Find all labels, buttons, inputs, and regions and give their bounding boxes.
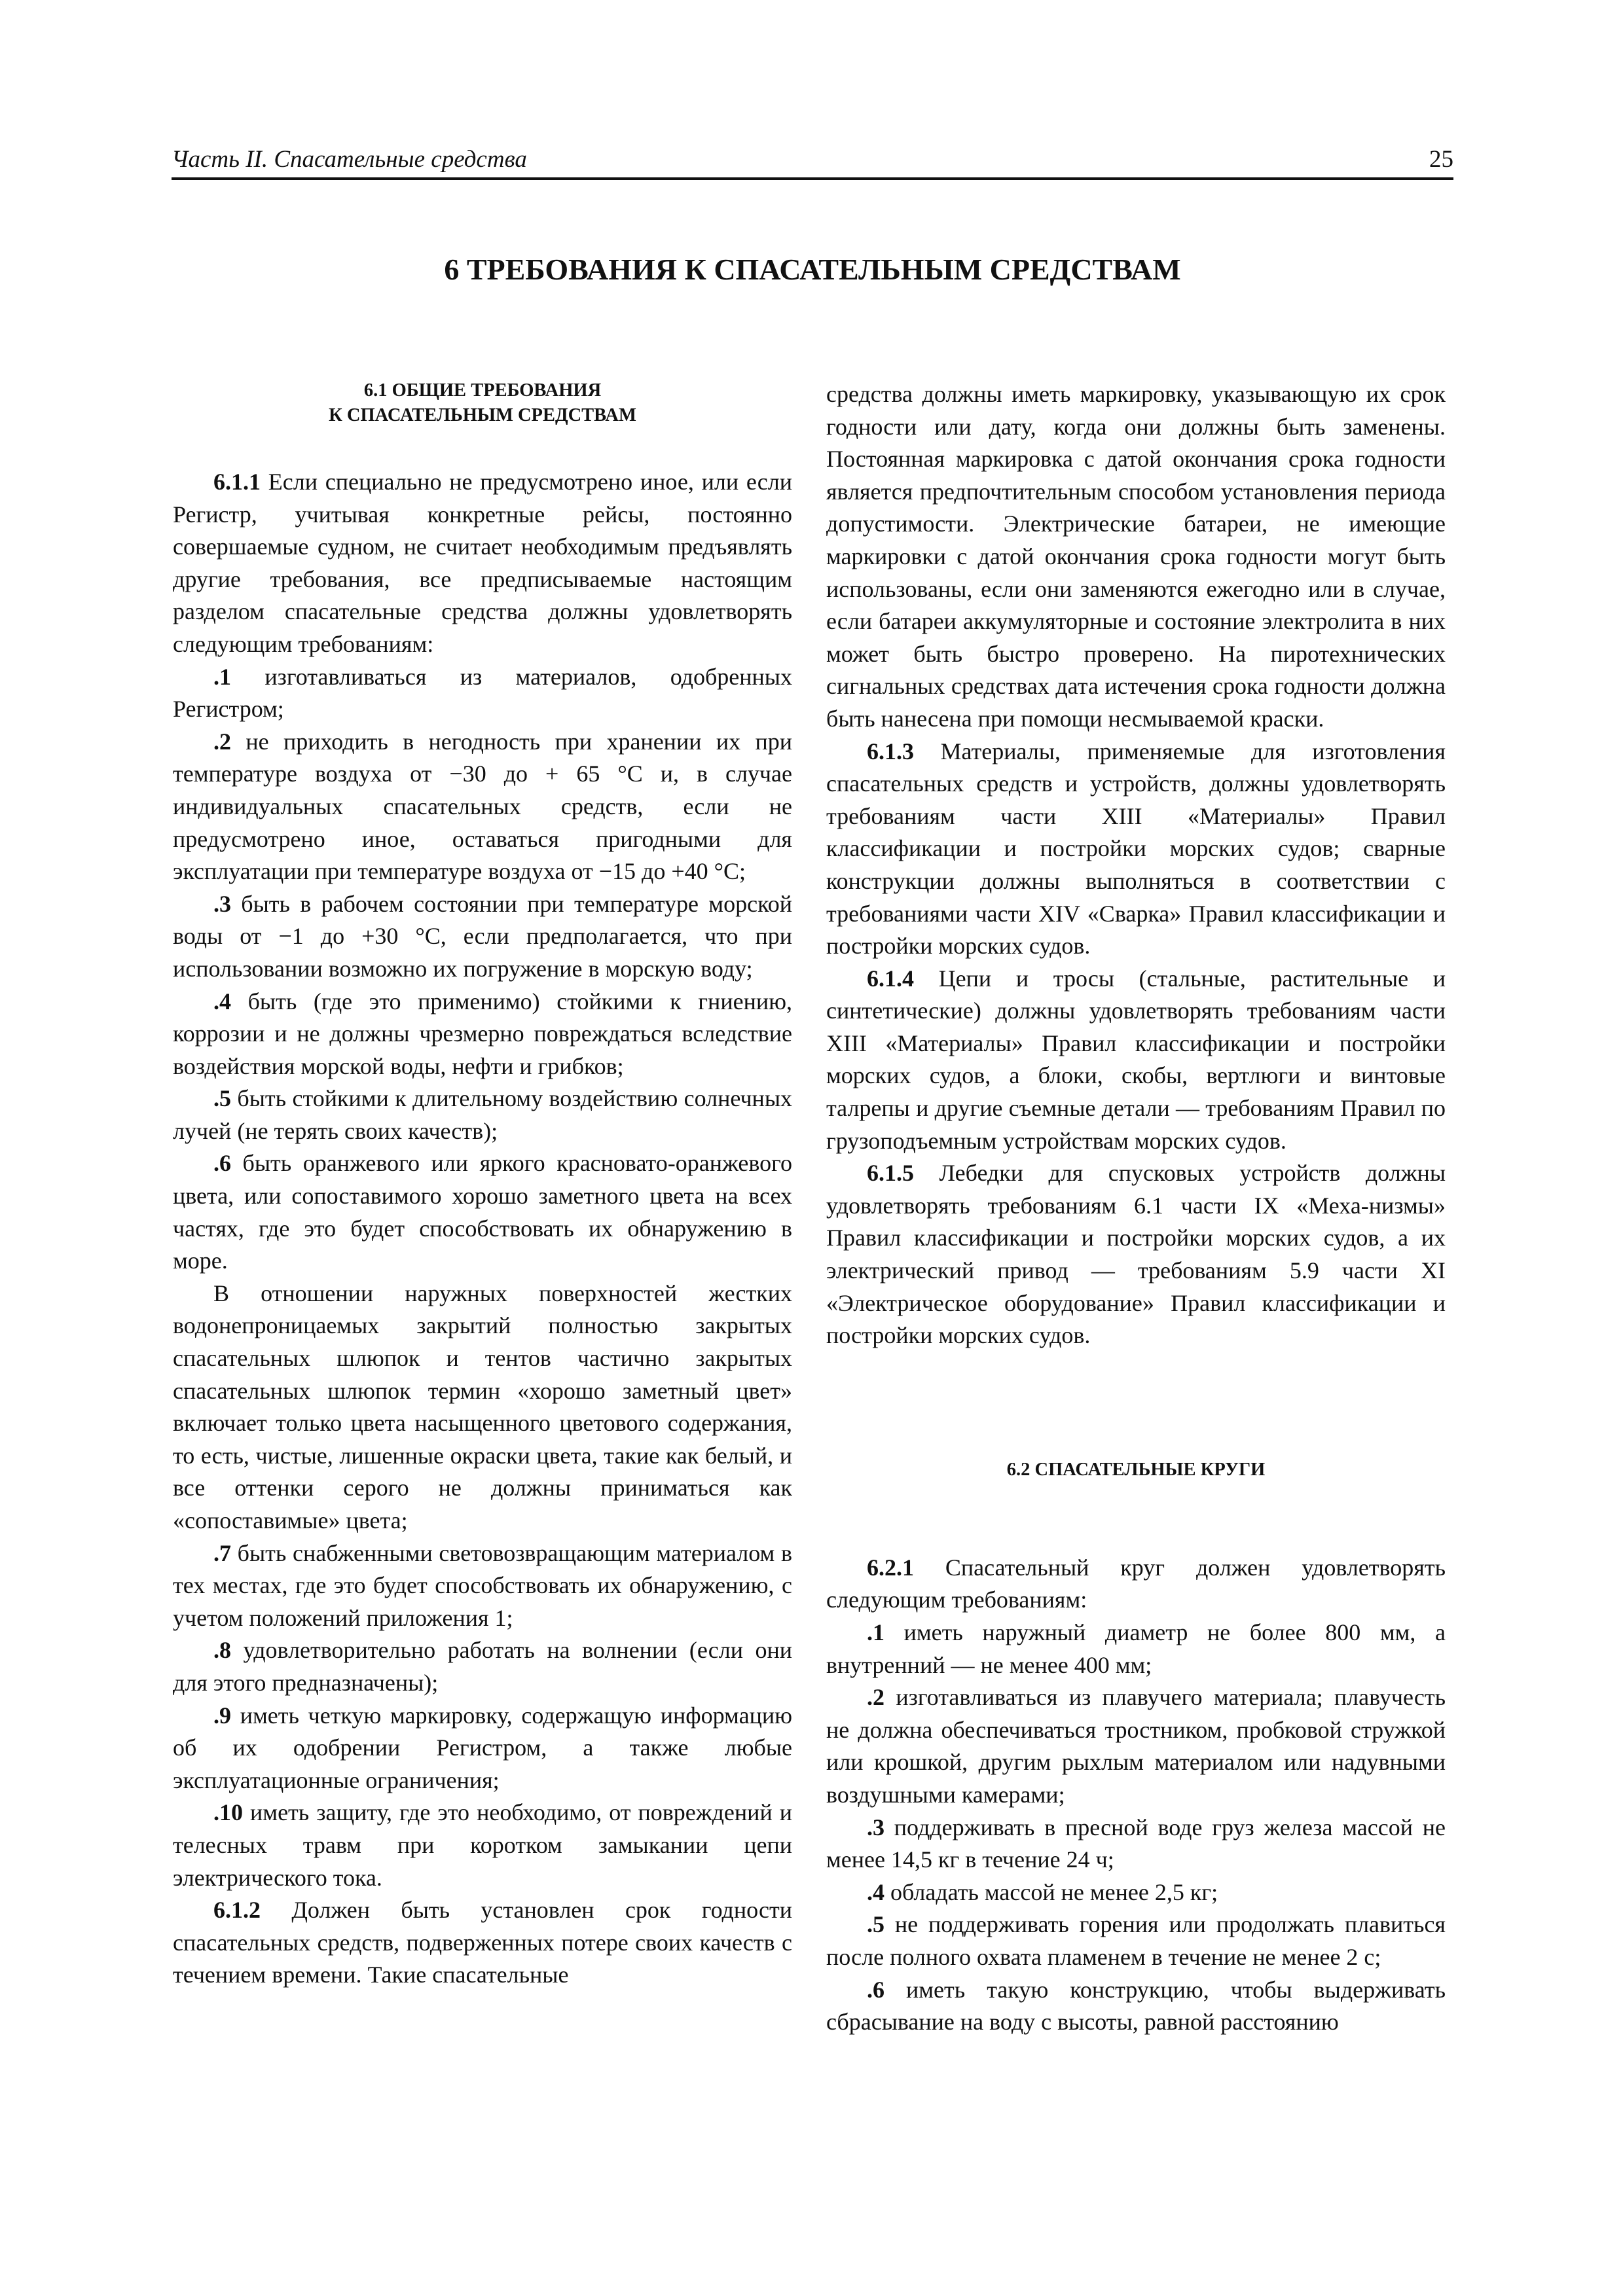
list-item — [173, 1797, 792, 1894]
clause-text: Цепи и тросы (стальные, растительные и синтетические) должны удовлетворять требованиям части XIII «Материалы» Правил классификации и постройки морских судов, а блоки, скобы, вертлюги и винтовые талрепы и другие съемные детали — требованиям Правил по грузоподъемным устройствам морских судов. — [826, 965, 1446, 1154]
item-text: не приходить в негодность при хранении их при температуре воздуха от −30 до + 65 °С и, в случае индивидуальных спасательных средств, если не предусмотрено иное, оставаться пригодными для эксплуатации при температуре воздуха от −15 до +40 °С; — [173, 728, 792, 885]
list-item — [826, 1812, 1446, 1876]
clause-text: Лебедки для спусковых устройств должны удовлетворять требованиям 6.1 части IX «Меха-низмы» Правил классификации и постройки морских судов, а их электрический привод — требованиям 5.9 части XI «Электрическое оборудование» Правил классификации и постройки морских судов. — [826, 1160, 1446, 1349]
item-text: быть в рабочем состоянии при температуре морской воды от −1 до +30 °С, если предполагается, что при использовании возможно их погружение в морскую воду; — [173, 890, 792, 982]
list-item — [173, 888, 792, 986]
item-number: .4 — [213, 988, 231, 1014]
clause-number: 6.1.5 — [867, 1160, 914, 1187]
clause-number: 6.1.4 — [867, 965, 914, 992]
item-text: иметь такую конструкцию, чтобы выдерживать сбрасывание на воду с высоты, равной расстоянию — [826, 1976, 1446, 2036]
item-number: .6 — [213, 1150, 231, 1177]
section-6-1-title — [173, 378, 792, 428]
item-text: иметь защиту, где это необходимо, от повреждений и телесных травм при коротком замыкании цепи электрического тока. — [173, 1799, 792, 1891]
clause-text: Если специально не предусмотрено иное, или если Регистр, учитывая конкретные рейсы, постоянно совершаемые судном, не считает необходимым предъявлять другие требования, все предписываемые настоящим разделом спасательные средства должны удовлетворять следующим требованиям: — [173, 469, 792, 657]
color-paragraph: В отношении наружных поверхностей жестких водонепроницаемых закрытий полностью закрытых спасательных шлюпок и тентов частично закрытых спасательных шлюпок термин «хорошо заметный цвет» включает только цвета насыщенного цветового содержания, то есть, чистые, лишенные окраски цвета, такие как белый, и все оттенки серого не должны приниматься как «сопоставимые» цвета; — [173, 1280, 792, 1534]
list-item — [826, 1909, 1446, 1973]
part-title: Часть II. Спасательные средства — [172, 146, 527, 173]
item-number: .8 — [213, 1637, 231, 1664]
item-number: .10 — [213, 1799, 243, 1826]
paragraph-6-1-3 — [826, 736, 1446, 963]
section-6-1-title-line2: К СПАСАТЕЛЬНЫМ СРЕДСТВАМ — [329, 405, 636, 425]
list-item — [173, 1537, 792, 1635]
item-text: иметь четкую маркировку, содержащую информацию об их одобрении Регистром, а также любые эксплуатационные ограничения; — [173, 1702, 792, 1793]
item-number: .6 — [867, 1976, 884, 2003]
list-item — [173, 1147, 792, 1277]
header-rule — [172, 177, 1453, 180]
item-text: быть (где это применимо) стойкими к гниению, коррозии и не должны чрезмерно повреждаться вследствие воздействия морской воды, нефти и грибков; — [173, 988, 792, 1079]
item-number: .3 — [213, 890, 231, 917]
list-item — [826, 1681, 1446, 1811]
item-text: быть снабженными световозвращающим материалом в тех местах, где это будет способствовать их обнаружению, с учетом положений приложения 1; — [173, 1539, 792, 1631]
item-text: не поддерживать горения или продолжать плавиться после полного охвата пламенем в течение не менее 2 с; — [826, 1911, 1446, 1970]
item-text: иметь наружный диаметр не более 800 мм, а внутренний — не менее 400 мм; — [826, 1619, 1446, 1678]
clause-text: Материалы, применяемые для изготовления спасательных средств и устройств, должны удовлетворять требованиям части XIII «Материалы» Правил классификации и постройки морских судов; сварные конструкции должны выполняться в соответствии с требованиями части XIV «Сварка» Правил классификации и постройки морских судов. — [826, 738, 1446, 960]
clause-number: 6.1.2 — [213, 1897, 261, 1924]
clause-number: 6.2.1 — [867, 1554, 914, 1581]
right-column — [826, 378, 1446, 2039]
section-6-2-title: 6.2 СПАСАТЕЛЬНЫЕ КРУГИ — [1006, 1459, 1266, 1480]
item-number: .1 — [867, 1619, 884, 1645]
item-number: .1 — [213, 663, 231, 690]
list-item — [173, 1083, 792, 1147]
item-number: .5 — [213, 1085, 231, 1112]
list-item — [173, 661, 792, 726]
list-item — [173, 726, 792, 888]
clause-text: Должен быть установлен срок годности спасательных средств, подверженных потере своих качеств с течением времени. Такие спасательные — [173, 1897, 792, 1988]
item-text: поддерживать в пресной воде груз железа массой не менее 14,5 кг в течение 24 ч; — [826, 1814, 1446, 1873]
paragraph-6-1-2-start — [173, 1894, 792, 1992]
chapter-title: 6 ТРЕБОВАНИЯ К СПАСАТЕЛЬНЫМ СРЕДСТВАМ — [444, 253, 1181, 286]
item-text: изготавливаться из плавучего материала; плавучесть не должна обеспечиваться тростником, пробковой стружкой или крошкой, другим рыхлым материалом или надувными воздушными камерами; — [826, 1684, 1446, 1808]
list-item — [826, 1617, 1446, 1681]
paragraph-6-1-1 — [173, 466, 792, 661]
item-text: изготавливаться из материалов, одобренных Регистром; — [173, 663, 792, 723]
paragraph-6-2-1 — [826, 1552, 1446, 1617]
clause-text: Спасательный круг должен удовлетворять следующим требованиям: — [826, 1554, 1446, 1613]
item-text: быть стойкими к длительному воздействию солнечных лучей (не терять своих качеств); — [173, 1085, 792, 1144]
item-text: удовлетворительно работать на волнении (если они для этого предназначены); — [173, 1637, 792, 1696]
list-item — [826, 1876, 1446, 1909]
list-item — [173, 986, 792, 1083]
list-item — [173, 1634, 792, 1699]
item-text: быть оранжевого или яркого красновато-оранжевого цвета, или сопоставимого хорошо заметного цвета на всех частях, где это будет способствовать их обнаружению в море. — [173, 1150, 792, 1274]
item-number: .2 — [867, 1684, 884, 1711]
left-column — [173, 378, 792, 1992]
running-header — [172, 145, 1453, 174]
item-text: обладать массой не менее 2,5 кг; — [884, 1878, 1218, 1905]
list-item — [826, 1974, 1446, 2039]
item-number: .2 — [213, 728, 231, 755]
paragraph-6-1-2-continued: средства должны иметь маркировку, указывающую их срок годности или дату, когда они должны быть заменены. Постоянная маркировка с датой окончания срока годности является предпочтительным способом установления периода допустимости. Электрические батареи, не имеющие маркировки с датой окончания срока годности могут быть использованы, если они заменяются ежегодно или в случае, если батареи аккумуляторные и состояние электролита в них может быть быстро проверено. На пиротехнических сигнальных средствах дата истечения срока годности должна быть нанесена при помощи несмываемой краски. — [826, 381, 1446, 732]
item-number: .4 — [867, 1878, 884, 1905]
clause-number: 6.1.1 — [213, 469, 261, 495]
page-number: 25 — [1429, 146, 1453, 173]
item-number: .7 — [213, 1539, 231, 1566]
paragraph-6-1-4 — [826, 963, 1446, 1158]
item-number: .5 — [867, 1911, 884, 1938]
clause-number: 6.1.3 — [867, 738, 914, 764]
item-number: .3 — [867, 1814, 884, 1840]
paragraph-6-1-5 — [826, 1157, 1446, 1352]
section-6-1-title-line1: 6.1 ОБЩИЕ ТРЕБОВАНИЯ — [363, 380, 602, 401]
list-item — [173, 1700, 792, 1797]
item-number: .9 — [213, 1702, 231, 1729]
